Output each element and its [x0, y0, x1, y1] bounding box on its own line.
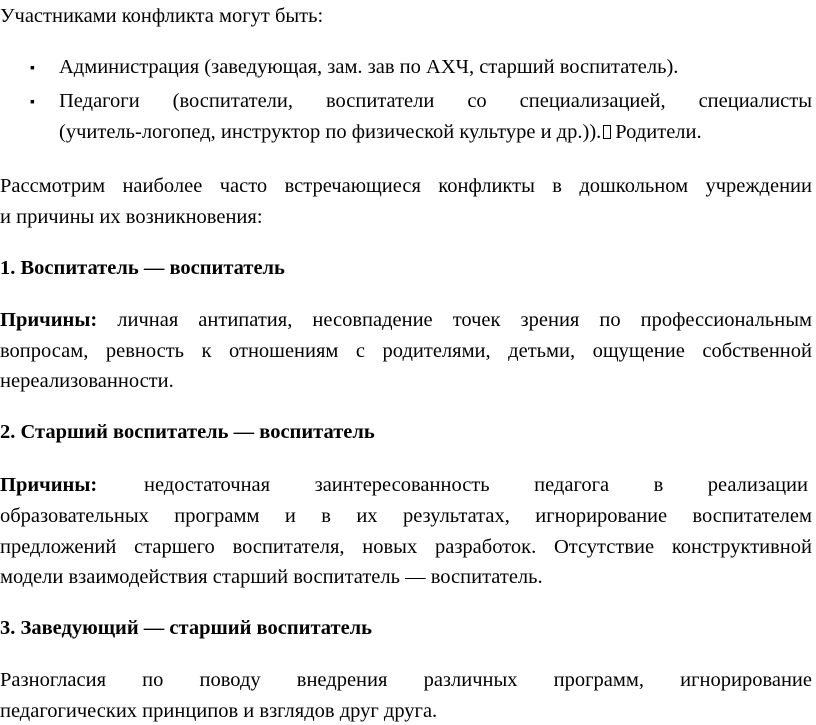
section3-line1: Разногласия по поводу внедрения различных программ, игнорирование — [0, 669, 812, 691]
section1-line3: нереализованности. — [0, 370, 174, 392]
section2-line1-text: недостаточная заинтересованность педагога в реализации — [144, 474, 808, 496]
section1-label: Причины: — [0, 309, 98, 331]
section1-heading: 1. Воспитатель — воспитатель — [0, 257, 285, 279]
section2-line2: образовательных программ и в их результатах, игнорирование воспитателем — [0, 505, 812, 527]
section2-heading: 2. Старший воспитатель — воспитатель — [0, 421, 375, 443]
missing-glyph-icon — [603, 125, 611, 139]
section3-line2: педагогических принципов и взглядов друг друга. — [0, 700, 438, 722]
paragraph-line2: и причины их возникновения: — [0, 206, 263, 228]
section2-label: Причины: — [0, 474, 98, 496]
intro-text: Участниками конфликта могут быть: — [0, 5, 324, 27]
bullet-item-administration: Администрация (заведующая, зам. зав по АХЧ, старший воспитатель). — [59, 56, 679, 78]
section1-line1-text: личная антипатия, несовпадение точек зрения по профессиональным — [97, 309, 812, 331]
bullet-item-teachers-line2 — [59, 118, 812, 146]
paragraph-line1: Рассмотрим наиболее часто встречающиеся конфликты в дошкольном учреждении — [0, 175, 812, 197]
section1-line1 — [0, 306, 812, 334]
bullet-item-teachers-line1: Педагоги (воспитатели, воспитатели со специализацией, специалисты — [59, 90, 812, 112]
section1-line2: вопросам, ревность к отношениям с родителями, детьми, ощущение собственной — [0, 340, 812, 362]
bullet-item-teachers-line2-text: (учитель-логопед, инструктор по физической культуре и др.)). — [59, 121, 602, 143]
section2-line4: модели взаимодействия старший воспитатель — воспитатель. — [0, 566, 543, 588]
bullet-item-parents: Родители. — [615, 121, 702, 143]
section2-line3: предложений старшего воспитателя, новых разработок. Отсутствие конструктивной — [0, 536, 812, 558]
bullet-marker-2: ▪ — [30, 95, 35, 110]
bullet-marker-1: ▪ — [30, 61, 35, 76]
section3-heading: 3. Заведующий — старший воспитатель — [0, 617, 373, 639]
section2-line1 — [0, 471, 812, 499]
